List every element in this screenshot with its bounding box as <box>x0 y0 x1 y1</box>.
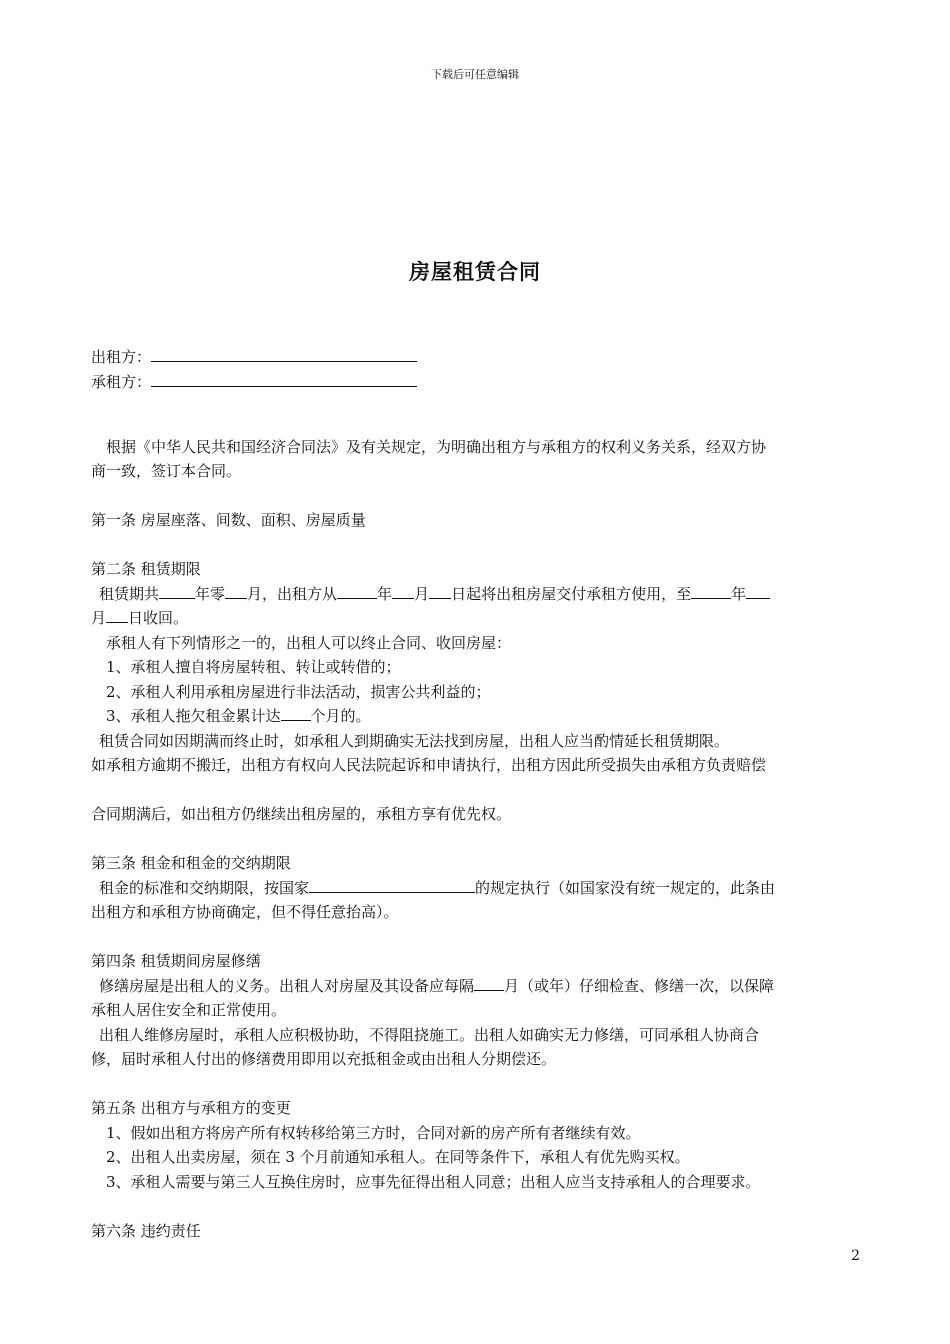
lease-term-text: 租赁期共 <box>99 584 160 603</box>
rent-regulation-blank <box>309 876 475 893</box>
article-5-item-2: 2、出租人出卖房屋，须在 3 个月前通知承租人。在同等条件下，承租人有优先购买权。 <box>106 1148 690 1166</box>
article-2-line-9: 合同期满后，如出租方仍继续出租房屋的，承租方享有优先权。 <box>91 805 512 823</box>
arrears-text: 3、承租人拖欠租金累计达 <box>106 707 281 725</box>
article-2-line-3: 承租人有下列情形之一的，出租人可以终止合同、收回房屋： <box>106 633 512 652</box>
years-suffix: 年零 <box>195 584 226 603</box>
article-4-line-2: 承租人居住安全和正常使用。 <box>91 1001 287 1019</box>
page-header-note: 下载后可任意编辑 <box>431 68 519 81</box>
article-3-line-1 <box>91 876 861 901</box>
article-1-title: 第一条 房屋座落、间数、面积、房屋质量 <box>91 511 366 529</box>
arrears-suffix: 个月的。 <box>310 707 371 725</box>
lessor-blank <box>151 345 417 362</box>
end-month-blank <box>746 582 770 599</box>
article-2-line-8: 如承租方逾期不搬迁，出租方有权向人民法院起诉和申请执行，出租方因此所受损失由承租方负责赔偿 <box>91 756 767 774</box>
article-5-item-1: 1、假如出租方将房产所有权转移给第三方时，合同对新的房产所有者继续有效。 <box>106 1123 641 1142</box>
start-year-blank <box>337 582 377 599</box>
repair-interval-suffix: 月（或年）仔细检查、修缮一次，以保障 <box>504 976 775 995</box>
article-4-line-1 <box>91 974 861 999</box>
repair-duty-text: 修缮房屋是出租人的义务。出租人对房屋及其设备应每隔 <box>99 976 475 995</box>
delivery-text: 日起将出租房屋交付承租方使用，至 <box>451 584 692 603</box>
lessor-label: 出租方： <box>91 348 152 366</box>
article-2-title: 第二条 租赁期限 <box>91 560 201 578</box>
intro-line-2: 商一致，签订本合同。 <box>91 462 242 480</box>
from-text: 月，出租方从 <box>247 584 338 603</box>
lessee-label: 承租方： <box>91 372 152 391</box>
end-year-blank <box>691 582 731 599</box>
intro-line-1: 根据《中华人民共和国经济合同法》及有关规定，为明确出租方与承租方的权利义务关系，经双方协 <box>106 437 767 456</box>
lessee-blank <box>151 370 417 387</box>
page-number: 2 <box>851 1248 860 1264</box>
document-title: 房屋租赁合同 <box>409 260 541 284</box>
start-day-blank <box>429 582 451 599</box>
article-4-line-3: 出租人维修房屋时，承租人应积极协助，不得阻挠施工。出租人如确实无力修缮，可同承租人协商合 <box>99 1025 760 1044</box>
article-4-line-4: 修，届时承租人付出的修缮费用即用以充抵租金或由出租人分期偿还。 <box>91 1050 557 1068</box>
end-month-suffix: 月 <box>91 609 107 627</box>
end-year-suffix: 年 <box>731 584 747 603</box>
article-2-line-2 <box>91 606 861 631</box>
arrears-months-blank <box>281 704 311 721</box>
article-5-title: 第五条 出租方与承租方的变更 <box>91 1099 291 1117</box>
start-month-blank <box>392 582 414 599</box>
return-text: 日收回。 <box>128 609 189 627</box>
repair-interval-blank <box>474 974 504 991</box>
rent-regulation-suffix: 的规定执行（如国家没有统一规定的，此条由 <box>475 878 776 897</box>
article-2-item-3 <box>91 704 861 729</box>
rent-standard-text: 租金的标准和交纳期限，按国家 <box>99 878 310 897</box>
article-2-line-1 <box>91 582 861 607</box>
months-blank <box>225 582 247 599</box>
years-blank <box>159 582 195 599</box>
document-body <box>91 345 861 1243</box>
article-2-line-7: 租赁合同如因期满而终止时，如承租人到期确实无法找到房屋，出租人应当酌情延长租赁期限。 <box>99 731 730 750</box>
article-5-item-3: 3、承租人需要与第三人互换住房时，应事先征得出租人同意；出租人应当支持承租人的合理要求。 <box>106 1172 761 1191</box>
article-3-line-2: 出租方和承租方协商确定，但不得任意抬高）。 <box>91 903 399 921</box>
article-2-item-2: 2、承租人利用承租房屋进行非法活动，损害公共利益的； <box>106 682 491 701</box>
article-3-title: 第三条 租金和租金的交纳期限 <box>91 854 291 872</box>
article-6-title: 第六条 违约责任 <box>91 1221 201 1240</box>
lessee-line <box>91 370 861 395</box>
end-day-blank <box>106 606 128 623</box>
start-month-suffix: 月 <box>414 584 430 603</box>
article-2-item-1: 1、承租人擅自将房屋转租、转让或转借的； <box>106 658 401 676</box>
start-year-suffix: 年 <box>377 584 393 603</box>
article-4-title: 第四条 租赁期间房屋修缮 <box>91 952 261 970</box>
lessor-line <box>91 345 861 370</box>
